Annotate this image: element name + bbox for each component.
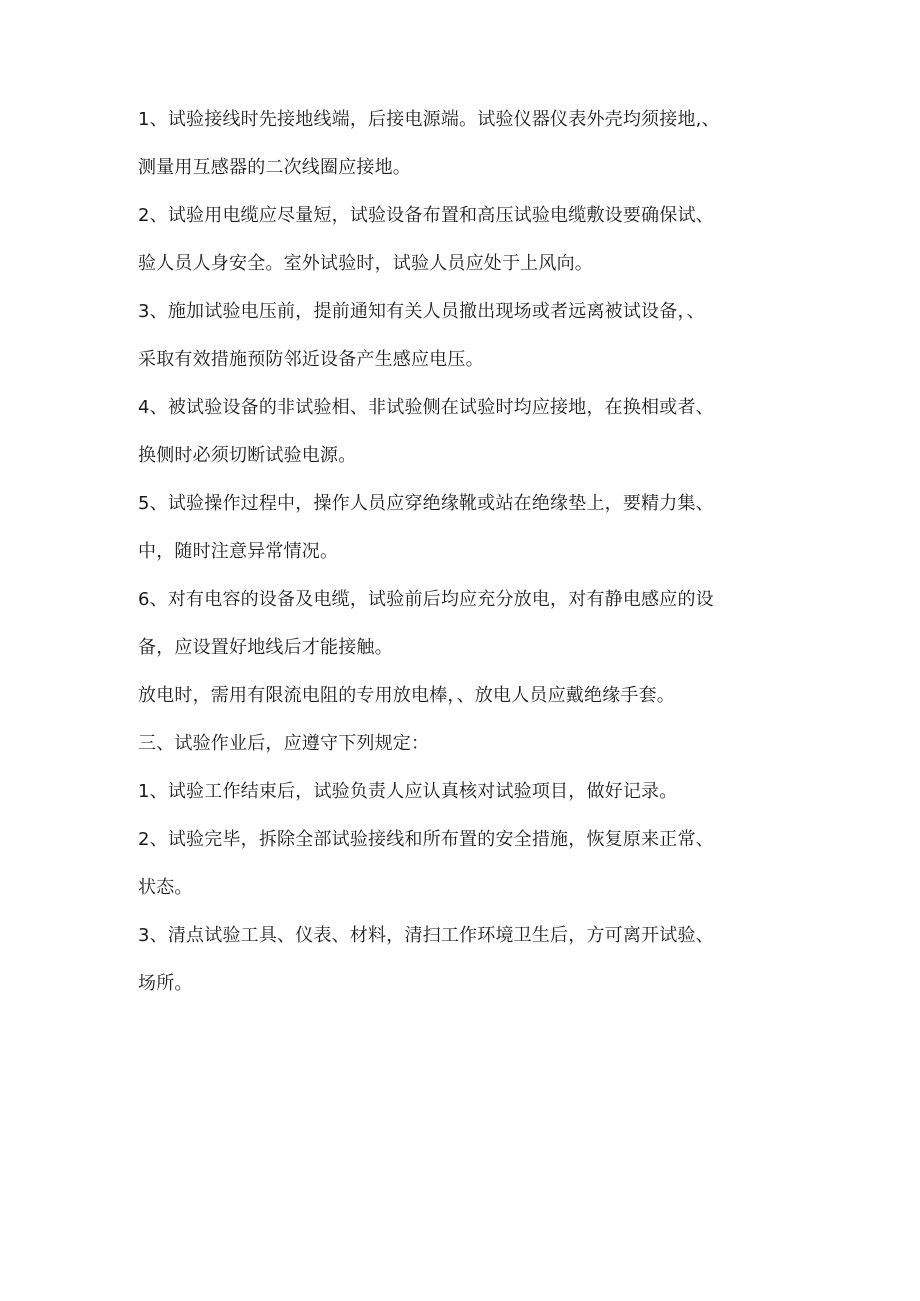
text-line: 采取有效措施预防邻近设备产生感应电压。 [138, 349, 484, 370]
text-line: 6、对有电容的设备及电缆，试验前后均应充分放电，对有静电感应的设 [138, 589, 714, 610]
text-line: 换侧时必须切断试验电源。 [138, 445, 357, 466]
text-line: 1、试验接线时先接地线端，后接电源端。试验仪器仪表外壳均须接地,、 [138, 109, 720, 130]
text-line: 验人员人身安全。室外试验时，试验人员应处于上风向。 [138, 253, 593, 274]
text-line: 状态。 [138, 877, 193, 898]
text-line: 2、试验用电缆应尽量短，试验设备布置和高压试验电缆敷设要确保试、 [138, 205, 714, 226]
text-line: 5、试验操作过程中，操作人员应穿绝缘靴或站在绝缘垫上，要精力集、 [138, 493, 714, 514]
document-body [138, 108, 788, 1020]
text-line: 4、被试验设备的非试验相、非试验侧在试验时均应接地，在换相或者、 [138, 397, 714, 418]
text-line: 3、清点试验工具、仪表、材料，清扫工作环境卫生后，方可离开试验、 [138, 925, 714, 946]
text-line: 场所。 [138, 973, 193, 994]
section-heading: 三、试验作业后，应遵守下列规定： [138, 733, 430, 754]
text-line: 2、试验完毕，拆除全部试验接线和所布置的安全措施，恢复原来正常、 [138, 829, 714, 850]
text-line: 1、试验工作结束后，试验负责人应认真核对试验项目，做好记录。 [138, 781, 678, 802]
text-line: 备，应设置好地线后才能接触。 [138, 637, 393, 658]
text-line: 3、施加试验电压前，提前通知有关人员撤出现场或者远离被试设备，、 [138, 301, 705, 322]
text-line: 测量用互感器的二次线圈应接地。 [138, 157, 411, 178]
text-line: 放电时，需用有限流电阻的专用放电棒，、放电人员应戴绝缘手套。 [138, 685, 675, 706]
text-line: 中，随时注意异常情况。 [138, 541, 339, 562]
